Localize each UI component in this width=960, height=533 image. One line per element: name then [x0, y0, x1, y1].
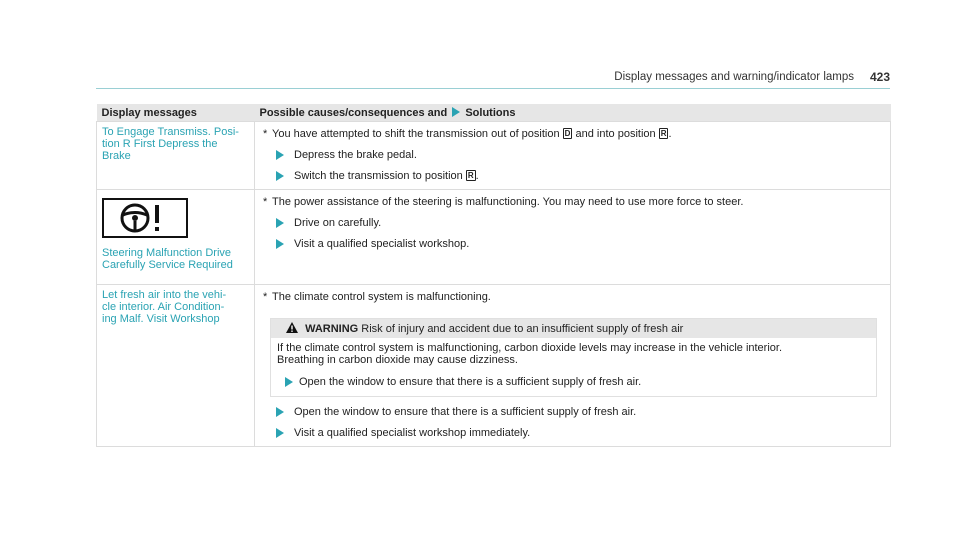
arrow-right-icon	[276, 150, 284, 160]
warning-triangle-icon	[286, 322, 298, 333]
table-row	[97, 285, 891, 447]
arrow-right-icon	[452, 107, 460, 117]
warning-label: WARNING	[305, 323, 359, 335]
cause-text-part: .	[668, 128, 672, 140]
cause-text: * The power assistance of the steering is malfunctioning. You may need to use more force to steer.	[263, 196, 744, 208]
arrow-right-icon	[276, 218, 284, 228]
solution-step-text: Switch the transmission to position	[294, 170, 463, 182]
header-title: Display messages and warning/indicator lamps	[614, 71, 854, 83]
solution-step-text: Depress the brake pedal.	[294, 149, 417, 161]
arrow-right-icon	[285, 377, 293, 387]
steering-wheel-warning-icon	[102, 198, 188, 238]
warning-body	[271, 338, 876, 396]
warning-title: Risk of injury and accident due to an insufficient supply of fresh air	[361, 323, 684, 335]
solution-step	[260, 149, 885, 161]
display-messages-table	[96, 104, 891, 447]
table-header-row	[97, 104, 891, 122]
arrow-right-icon	[276, 428, 284, 438]
message-cell	[97, 285, 255, 447]
column-header-solutions-label: Solutions	[465, 106, 516, 119]
transmission-key-r: R	[660, 129, 667, 138]
solution-step-text: .	[475, 170, 479, 182]
warning-box	[270, 318, 877, 397]
solution-step-text: Visit a qualified specialist workshop.	[294, 238, 470, 250]
arrow-right-icon	[276, 407, 284, 417]
arrow-right-icon	[276, 171, 284, 181]
solution-step	[260, 238, 885, 250]
solution-step-text: Visit a qualified specialist workshop immediately.	[294, 427, 531, 439]
page-number: 423	[869, 70, 890, 84]
cause-text-part: and into position	[575, 128, 656, 140]
message-cell	[97, 122, 255, 190]
causes-cell	[255, 190, 891, 285]
warning-header	[271, 319, 876, 338]
solution-step-text: Open the window to ensure that there is a sufficient supply of fresh air.	[299, 376, 642, 388]
display-message: To Engage Transmiss. Posi- tion R First Depress the Brake	[102, 126, 239, 162]
solution-step	[260, 217, 885, 229]
display-message: Steering Malfunction Drive Carefully Service Required	[102, 247, 233, 271]
table-row	[97, 122, 891, 190]
solution-step	[260, 170, 885, 182]
cause-text: * You have attempted to shift the transmission out of position D and into position R .	[263, 128, 672, 140]
column-header-display-messages: Display messages	[97, 104, 255, 122]
arrow-right-icon	[276, 239, 284, 249]
cause-text-part: The power assistance of the steering is malfunctioning. You may need to use more force to steer.	[272, 196, 744, 208]
page-header	[96, 70, 890, 89]
solution-step	[277, 376, 870, 388]
cause-text-part: You have attempted to shift the transmission out of position	[272, 128, 560, 140]
solution-step-text: Drive on carefully.	[294, 217, 382, 229]
column-header-causes-label: Possible causes/consequences and	[259, 106, 448, 119]
solution-step-text: Open the window to ensure that there is a sufficient supply of fresh air.	[294, 406, 637, 418]
causes-cell	[255, 285, 891, 447]
solution-step	[260, 427, 885, 439]
transmission-key-d: D	[564, 129, 571, 138]
causes-cell	[255, 122, 891, 190]
cause-text: * The climate control system is malfunctioning.	[263, 291, 491, 303]
transmission-key-r: R	[467, 171, 474, 180]
message-cell	[97, 190, 255, 285]
column-header-causes	[255, 104, 891, 122]
table-row	[97, 190, 891, 285]
display-message: Let fresh air into the vehi- cle interior. Air Condition- ing Malf. Visit Workshop	[102, 289, 227, 325]
warning-body-text: If the climate control system is malfunctioning, carbon dioxide levels may increase in the vehicle interior. Breathing in carbon dioxide may cause dizziness.	[277, 342, 783, 366]
cause-text-part: The climate control system is malfunctioning.	[272, 291, 491, 303]
solution-step	[260, 406, 885, 418]
